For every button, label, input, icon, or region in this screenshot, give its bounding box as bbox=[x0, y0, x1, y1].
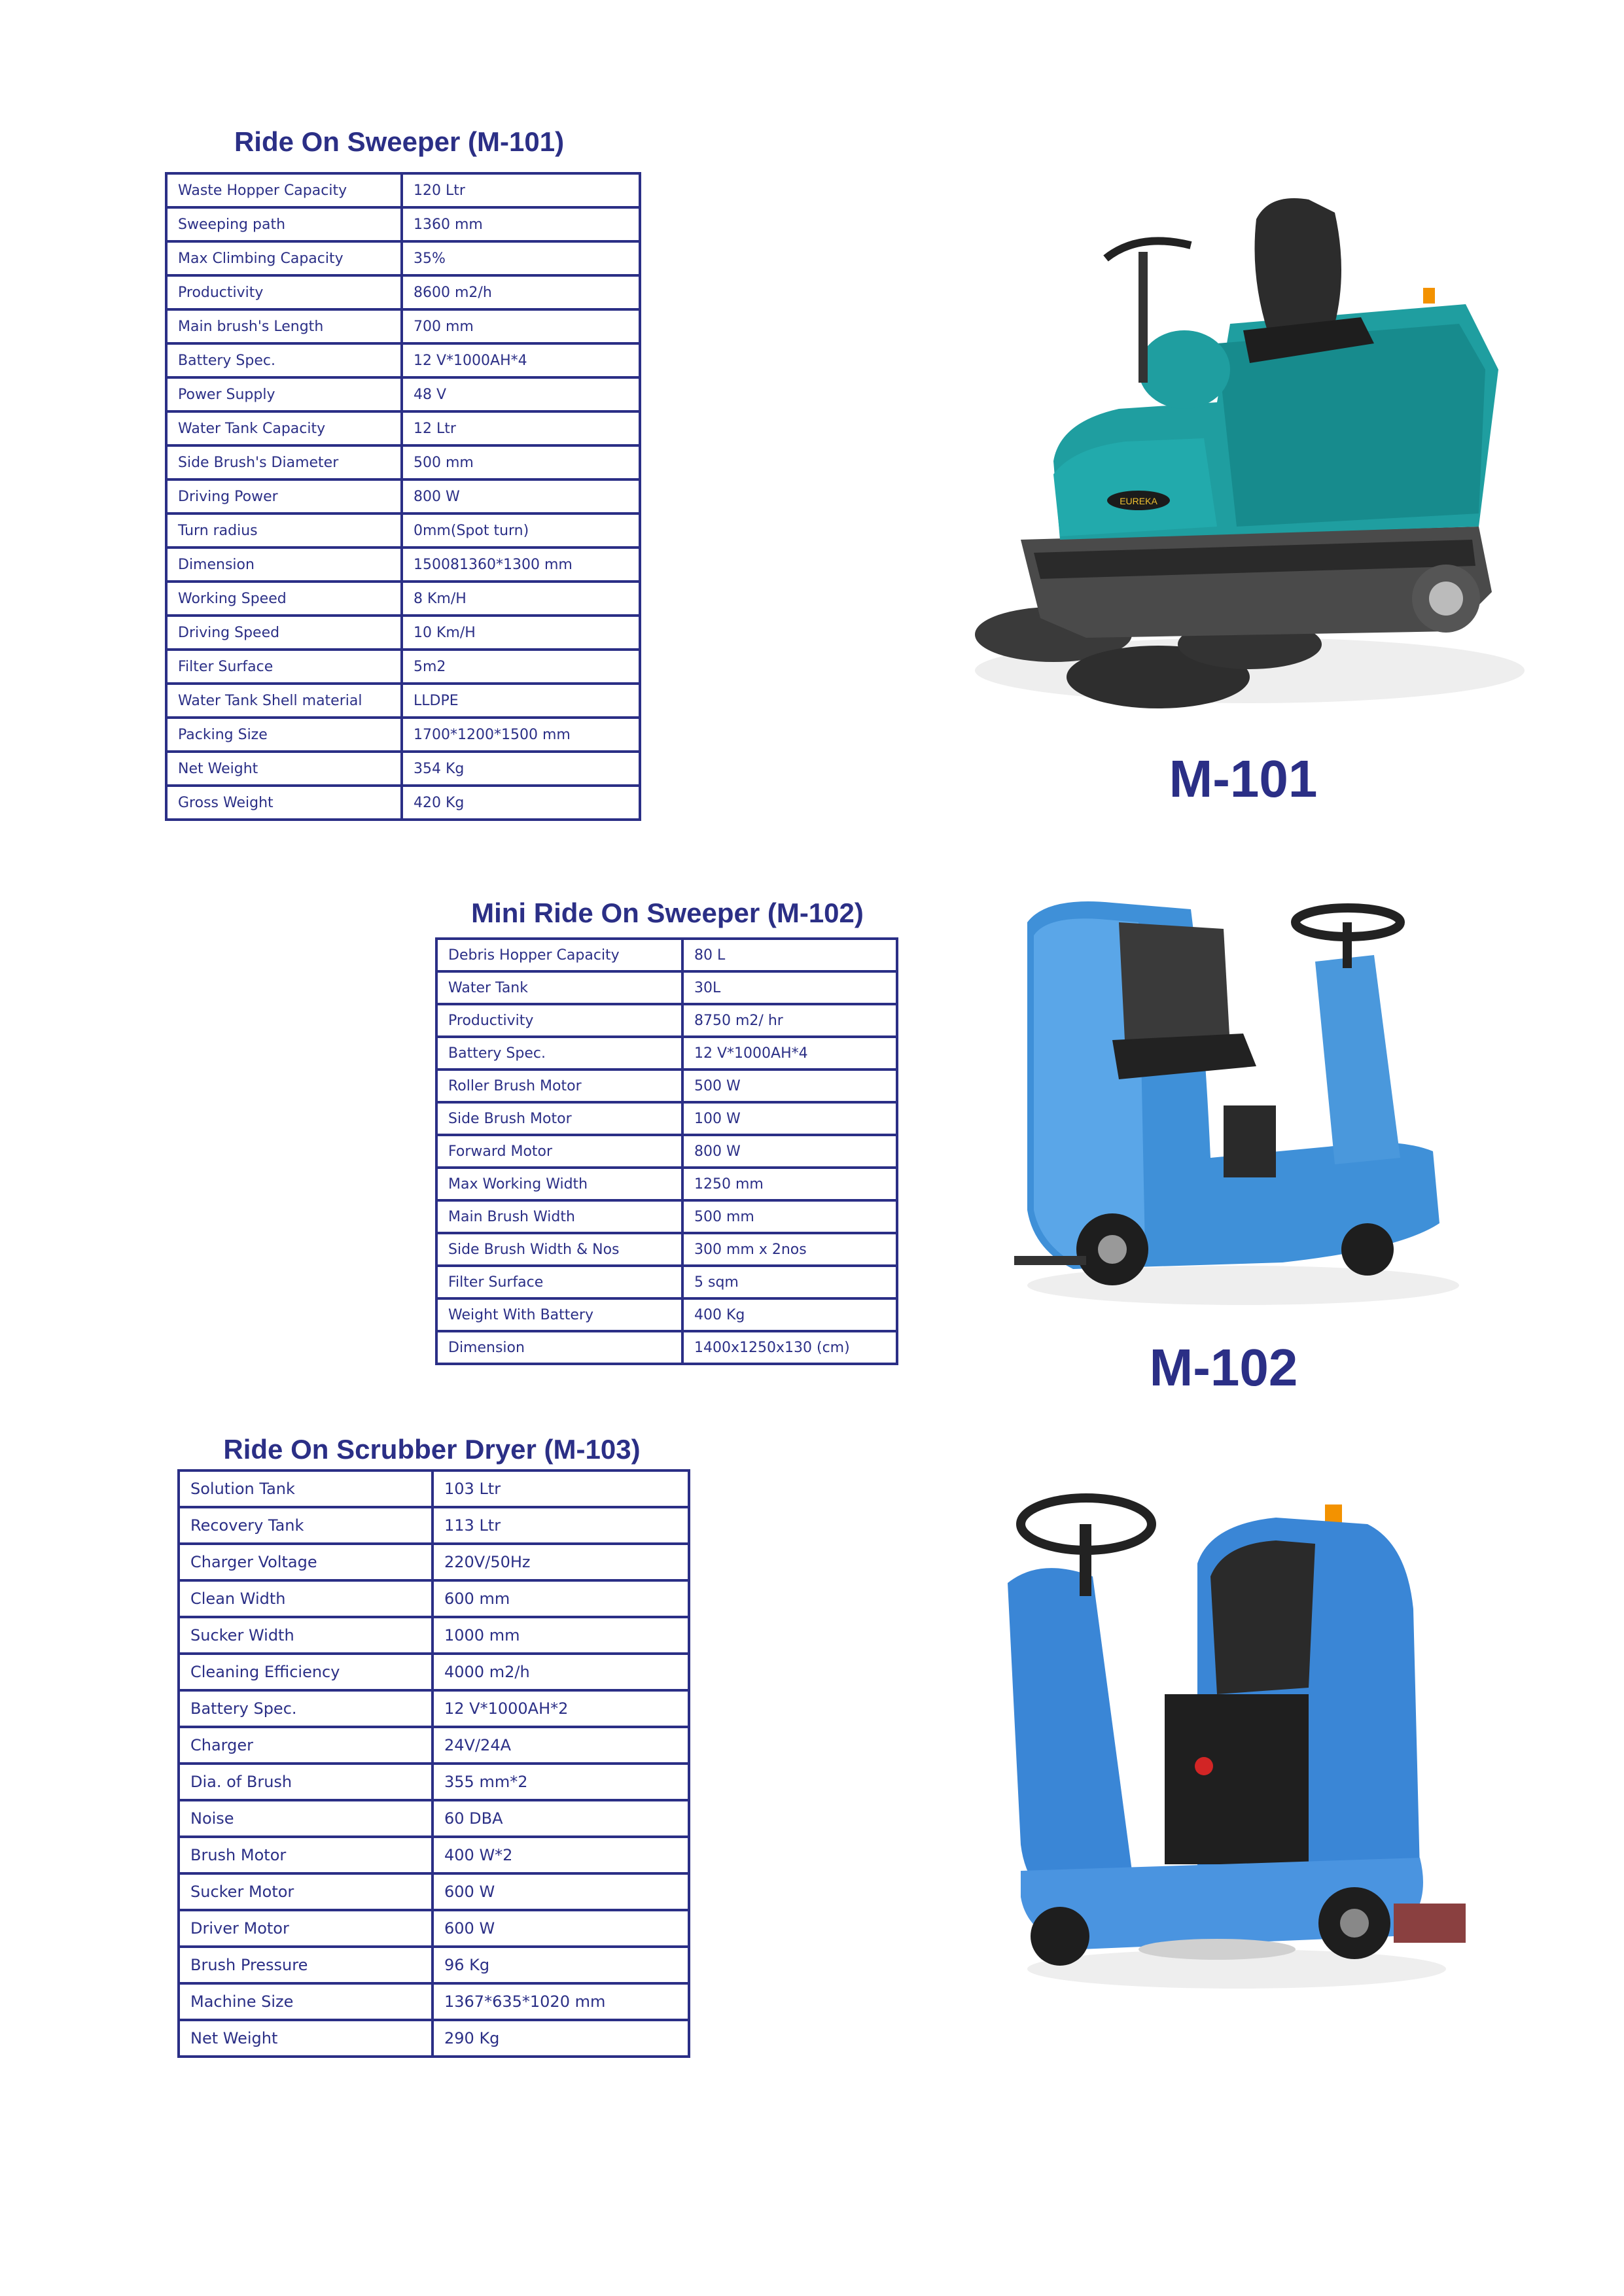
spec-row bbox=[166, 309, 640, 343]
spec-label: Turn radius bbox=[166, 513, 402, 548]
spec-label: Noise bbox=[179, 1800, 432, 1837]
spec-row bbox=[166, 786, 640, 820]
spec-label: Dimension bbox=[436, 1331, 682, 1364]
spec-value: 420 Kg bbox=[402, 786, 640, 820]
spec-label: Sucker Motor bbox=[179, 1873, 432, 1910]
spec-row bbox=[166, 650, 640, 684]
spec-row bbox=[179, 1544, 689, 1580]
spec-label: Recovery Tank bbox=[179, 1507, 432, 1544]
spec-value: 5m2 bbox=[402, 650, 640, 684]
spec-row bbox=[436, 1004, 897, 1037]
spec-value: 600 W bbox=[432, 1910, 689, 1947]
spec-value: 1700*1200*1500 mm bbox=[402, 718, 640, 752]
spec-row bbox=[166, 752, 640, 786]
spec-label: Working Speed bbox=[166, 582, 402, 616]
spec-value: 290 Kg bbox=[432, 2020, 689, 2057]
spec-row bbox=[179, 1654, 689, 1690]
spec-row bbox=[166, 548, 640, 582]
spec-label: Brush Pressure bbox=[179, 1947, 432, 1983]
spec-value: 12 V*1000AH*2 bbox=[432, 1690, 689, 1727]
spec-label: Roller Brush Motor bbox=[436, 1070, 682, 1102]
spec-row bbox=[436, 1200, 897, 1233]
spec-value: 35% bbox=[402, 241, 640, 275]
svg-text:EUREKA: EUREKA bbox=[1120, 496, 1157, 506]
spec-row bbox=[436, 1070, 897, 1102]
spec-label: Debris Hopper Capacity bbox=[436, 939, 682, 971]
spec-row bbox=[166, 377, 640, 411]
spec-label: Water Tank Capacity bbox=[166, 411, 402, 445]
spec-row bbox=[179, 1617, 689, 1654]
spec-row bbox=[436, 939, 897, 971]
spec-label: Solution Tank bbox=[179, 1470, 432, 1507]
spec-value: 1250 mm bbox=[682, 1168, 897, 1200]
spec-label: Battery Spec. bbox=[179, 1690, 432, 1727]
spec-label: Forward Motor bbox=[436, 1135, 682, 1168]
spec-label: Waste Hopper Capacity bbox=[166, 173, 402, 207]
spec-value: 12 V*1000AH*4 bbox=[682, 1037, 897, 1070]
spec-label: Power Supply bbox=[166, 377, 402, 411]
spec-row bbox=[179, 1947, 689, 1983]
spec-row bbox=[179, 1910, 689, 1947]
spec-label: Charger bbox=[179, 1727, 432, 1764]
spec-value: 80 L bbox=[682, 939, 897, 971]
spec-row bbox=[179, 1837, 689, 1873]
spec-value: 113 Ltr bbox=[432, 1507, 689, 1544]
spec-row bbox=[179, 2020, 689, 2057]
spec-label: Brush Motor bbox=[179, 1837, 432, 1873]
spec-row bbox=[436, 971, 897, 1004]
mini-ride-on-sweeper-image bbox=[1008, 883, 1479, 1315]
spec-row bbox=[179, 1470, 689, 1507]
spec-value: LLDPE bbox=[402, 684, 640, 718]
spec-value: 400 Kg bbox=[682, 1298, 897, 1331]
spec-label: Main brush's Length bbox=[166, 309, 402, 343]
spec-value: 0mm(Spot turn) bbox=[402, 513, 640, 548]
spec-value: 60 DBA bbox=[432, 1800, 689, 1837]
spec-value: 8 Km/H bbox=[402, 582, 640, 616]
spec-row bbox=[179, 1580, 689, 1617]
spec-label: Water Tank bbox=[436, 971, 682, 1004]
spec-row bbox=[436, 1168, 897, 1200]
spec-row bbox=[166, 343, 640, 377]
spec-value: 12 V*1000AH*4 bbox=[402, 343, 640, 377]
spec-value: 500 mm bbox=[402, 445, 640, 479]
spec-row bbox=[166, 411, 640, 445]
spec-row bbox=[436, 1266, 897, 1298]
spec-label: Side Brush Motor bbox=[436, 1102, 682, 1135]
spec-row bbox=[436, 1102, 897, 1135]
mini-ride-on-sweeper-machine-icon bbox=[1008, 883, 1479, 1315]
spec-value: 48 V bbox=[402, 377, 640, 411]
m103-title: Ride On Scrubber Dryer (M-103) bbox=[223, 1434, 641, 1465]
spec-value: 96 Kg bbox=[432, 1947, 689, 1983]
spec-value: 500 W bbox=[682, 1070, 897, 1102]
spec-row bbox=[166, 241, 640, 275]
spec-value: 220V/50Hz bbox=[432, 1544, 689, 1580]
spec-value: 355 mm*2 bbox=[432, 1764, 689, 1800]
spec-row bbox=[166, 718, 640, 752]
m103-spec-table bbox=[177, 1469, 690, 2058]
spec-value: 1360 mm bbox=[402, 207, 640, 241]
spec-value: 30L bbox=[682, 971, 897, 1004]
spec-row bbox=[179, 1727, 689, 1764]
spec-row bbox=[166, 207, 640, 241]
spec-label: Machine Size bbox=[179, 1983, 432, 2020]
m102-spec-table bbox=[435, 937, 898, 1365]
m101-spec-table bbox=[165, 172, 641, 821]
spec-label: Side Brush Width & Nos bbox=[436, 1233, 682, 1266]
ride-on-scrubber-dryer-machine-icon bbox=[1001, 1478, 1472, 1995]
spec-label: Sweeping path bbox=[166, 207, 402, 241]
spec-label: Sucker Width bbox=[179, 1617, 432, 1654]
spec-value: 354 Kg bbox=[402, 752, 640, 786]
m103-spec-body bbox=[179, 1470, 689, 2057]
spec-label: Main Brush Width bbox=[436, 1200, 682, 1233]
spec-label: Packing Size bbox=[166, 718, 402, 752]
spec-value: 600 mm bbox=[432, 1580, 689, 1617]
m101-title: Ride On Sweeper (M-101) bbox=[234, 126, 565, 157]
spec-value: 150081360*1300 mm bbox=[402, 548, 640, 582]
spec-row bbox=[436, 1233, 897, 1266]
spec-label: Battery Spec. bbox=[166, 343, 402, 377]
spec-value: 8600 m2/h bbox=[402, 275, 640, 309]
spec-value: 103 Ltr bbox=[432, 1470, 689, 1507]
ride-on-scrubber-dryer-image bbox=[1001, 1478, 1472, 1995]
spec-value: 1400x1250x130 (cm) bbox=[682, 1331, 897, 1364]
spec-value: 800 W bbox=[402, 479, 640, 513]
spec-label: Max Working Width bbox=[436, 1168, 682, 1200]
spec-label: Cleaning Efficiency bbox=[179, 1654, 432, 1690]
spec-row bbox=[166, 173, 640, 207]
spec-row bbox=[179, 1764, 689, 1800]
spec-value: 4000 m2/h bbox=[432, 1654, 689, 1690]
spec-label: Dimension bbox=[166, 548, 402, 582]
spec-value: 600 W bbox=[432, 1873, 689, 1910]
spec-label: Productivity bbox=[166, 275, 402, 309]
m101-model-label: M-101 bbox=[1169, 750, 1318, 808]
spec-label: Weight With Battery bbox=[436, 1298, 682, 1331]
spec-row bbox=[436, 1037, 897, 1070]
ride-on-sweeper-image bbox=[942, 173, 1570, 742]
spec-label: Filter Surface bbox=[436, 1266, 682, 1298]
spec-label: Clean Width bbox=[179, 1580, 432, 1617]
spec-value: 1367*635*1020 mm bbox=[432, 1983, 689, 2020]
spec-row bbox=[179, 1873, 689, 1910]
spec-label: Filter Surface bbox=[166, 650, 402, 684]
spec-value: 300 mm x 2nos bbox=[682, 1233, 897, 1266]
spec-label: Driver Motor bbox=[179, 1910, 432, 1947]
spec-row bbox=[179, 1800, 689, 1837]
spec-label: Max Climbing Capacity bbox=[166, 241, 402, 275]
spec-value: 24V/24A bbox=[432, 1727, 689, 1764]
m102-model-label: M-102 bbox=[1149, 1338, 1298, 1397]
spec-label: Charger Voltage bbox=[179, 1544, 432, 1580]
spec-row bbox=[179, 1507, 689, 1544]
spec-value: 1000 mm bbox=[432, 1617, 689, 1654]
spec-row bbox=[166, 445, 640, 479]
spec-value: 700 mm bbox=[402, 309, 640, 343]
spec-label: Battery Spec. bbox=[436, 1037, 682, 1070]
spec-label: Side Brush's Diameter bbox=[166, 445, 402, 479]
spec-row bbox=[166, 684, 640, 718]
spec-label: Gross Weight bbox=[166, 786, 402, 820]
spec-row bbox=[166, 513, 640, 548]
spec-value: 500 mm bbox=[682, 1200, 897, 1233]
spec-row bbox=[436, 1298, 897, 1331]
ride-on-sweeper-machine-icon bbox=[942, 173, 1570, 742]
spec-value: 100 W bbox=[682, 1102, 897, 1135]
spec-row bbox=[166, 479, 640, 513]
spec-value: 120 Ltr bbox=[402, 173, 640, 207]
spec-row bbox=[179, 1983, 689, 2020]
spec-row bbox=[436, 1135, 897, 1168]
spec-row bbox=[166, 582, 640, 616]
spec-value: 800 W bbox=[682, 1135, 897, 1168]
spec-value: 5 sqm bbox=[682, 1266, 897, 1298]
spec-value: 8750 m2/ hr bbox=[682, 1004, 897, 1037]
spec-label: Productivity bbox=[436, 1004, 682, 1037]
m102-spec-body bbox=[436, 939, 897, 1364]
m102-title: Mini Ride On Sweeper (M-102) bbox=[471, 897, 864, 928]
m101-spec-body bbox=[166, 173, 640, 820]
spec-label: Net Weight bbox=[179, 2020, 432, 2057]
spec-value: 400 W*2 bbox=[432, 1837, 689, 1873]
spec-label: Net Weight bbox=[166, 752, 402, 786]
spec-row bbox=[436, 1331, 897, 1364]
spec-row bbox=[166, 616, 640, 650]
spec-value: 10 Km/H bbox=[402, 616, 640, 650]
spec-label: Dia. of Brush bbox=[179, 1764, 432, 1800]
spec-label: Water Tank Shell material bbox=[166, 684, 402, 718]
spec-label: Driving Speed bbox=[166, 616, 402, 650]
spec-value: 12 Ltr bbox=[402, 411, 640, 445]
spec-label: Driving Power bbox=[166, 479, 402, 513]
spec-row bbox=[179, 1690, 689, 1727]
spec-row bbox=[166, 275, 640, 309]
